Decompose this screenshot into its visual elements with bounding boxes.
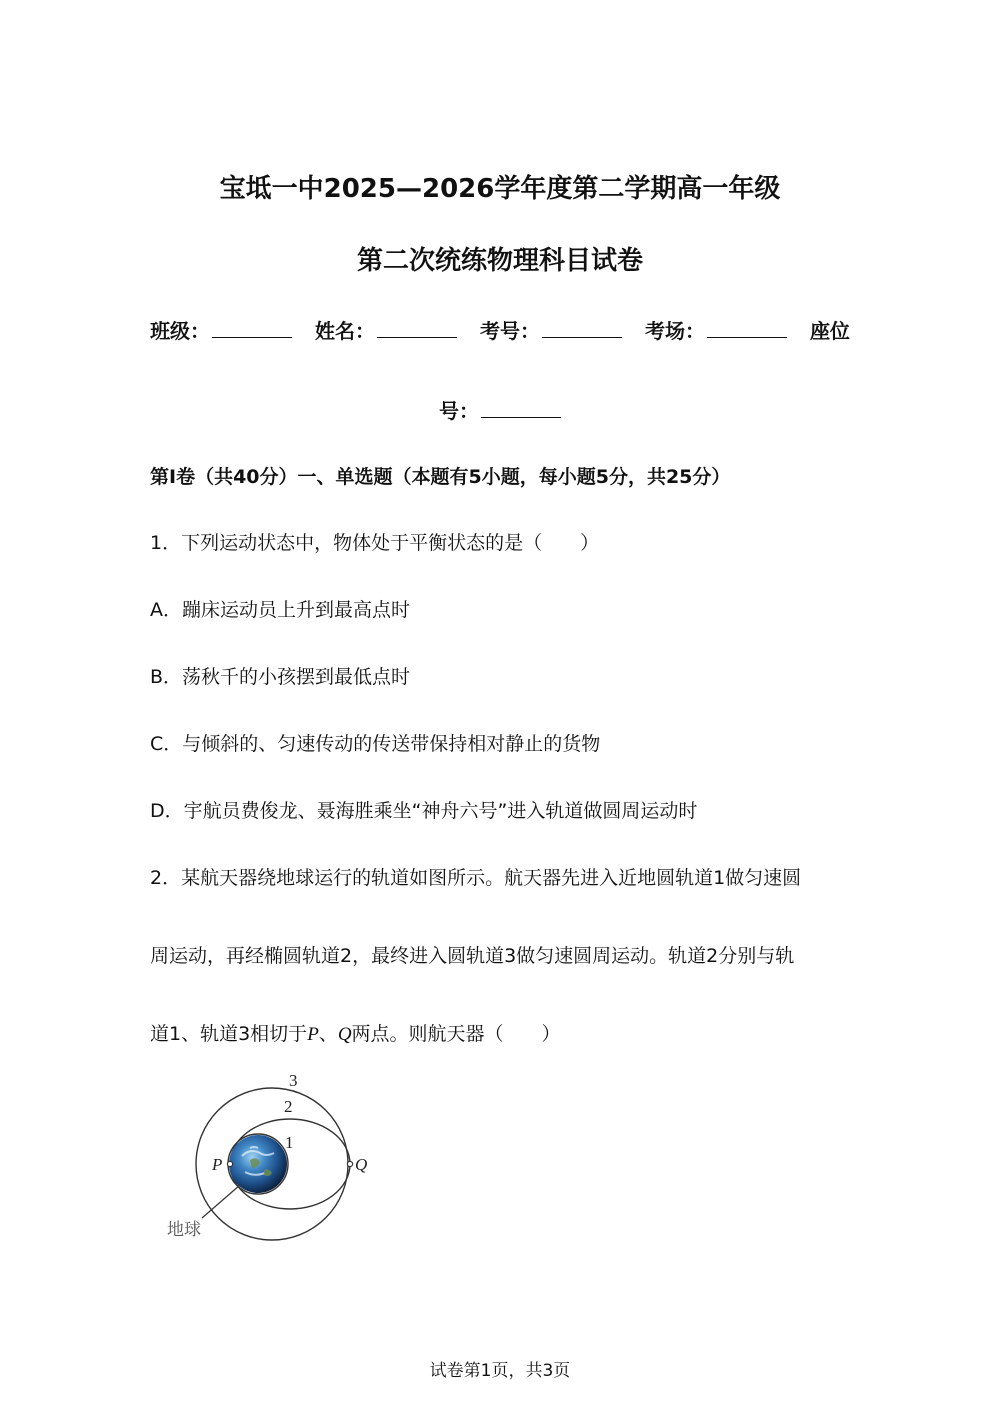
name-label: 姓名： (315, 319, 376, 343)
exam-room-field (645, 315, 787, 344)
class-field (150, 315, 292, 344)
exam-number-label: 考号： (480, 319, 540, 343)
class-blank[interactable] (212, 321, 292, 338)
question-2-line1: 2．某航天器绕地球运行的轨道如图所示。航天器先进入近地圆轨道1做匀速圆 (150, 867, 802, 889)
question-1-option-b[interactable]: B．荡秋千的小孩摆到最低点时 (150, 666, 411, 688)
seat-label-part1: 座位 (809, 319, 850, 343)
exam-number-field (480, 315, 622, 344)
orbit-1-label: 1 (285, 1133, 294, 1152)
question-1-option-d[interactable]: D．宇航员费俊龙、聂海胜乘坐“神舟六号”进入轨道做圆周运动时 (150, 800, 698, 822)
class-label: 班级： (150, 319, 211, 343)
point-p-text: P (307, 1024, 319, 1045)
orbit-diagram (150, 1060, 390, 1250)
exam-room-blank[interactable] (707, 321, 787, 338)
question-2-line2: 周运动，再经椭圆轨道2，最终进入圆轨道3做匀速圆周运动。轨道2分别与轨 (150, 945, 795, 967)
separator: 、 (318, 1023, 338, 1045)
exam-title-line2: 第二次统练物理科目试卷 (356, 246, 643, 276)
name-field (315, 315, 457, 344)
earth-label: 地球 (167, 1220, 201, 1240)
page-footer: 试卷第1页，共3页 (429, 1361, 571, 1381)
question-2-line3-text: 道1、轨道3相切于 (150, 1023, 308, 1045)
question-2-line3-end: 两点。则航天器（ ） (351, 1023, 561, 1045)
student-info-row (0, 315, 1000, 344)
orbit-2-label: 2 (284, 1097, 293, 1116)
exam-number-blank[interactable] (542, 321, 622, 338)
seat-label-part2: 号： (439, 399, 479, 423)
point-p-label: P (212, 1155, 223, 1174)
seat-field (0, 395, 1000, 424)
section-heading: 第Ⅰ卷（共40分）一、单选题（本题有5小题，每小题5分，共25分） (150, 466, 731, 488)
orbit-3-label: 3 (289, 1071, 298, 1090)
point-q-marker (347, 1161, 352, 1166)
earth-pointer-line (202, 1185, 240, 1218)
point-q-text: Q (337, 1024, 352, 1045)
question-1-stem: 1．下列运动状态中，物体处于平衡状态的是（ ） (150, 532, 600, 554)
question-1-option-a[interactable]: A．蹦床运动员上升到最高点时 (150, 599, 410, 621)
seat-blank[interactable] (481, 401, 561, 418)
point-p-marker (227, 1161, 232, 1166)
name-blank[interactable] (377, 321, 457, 338)
exam-room-label: 考场： (644, 319, 705, 343)
question-1-option-c[interactable]: C．与倾斜的、匀速传动的传送带保持相对静止的货物 (150, 733, 601, 755)
point-q-label: Q (355, 1155, 368, 1174)
exam-title-line1: 宝坻一中2025—2026学年度第二学期高一年级 (219, 174, 781, 204)
question-2-line3 (150, 1019, 850, 1046)
